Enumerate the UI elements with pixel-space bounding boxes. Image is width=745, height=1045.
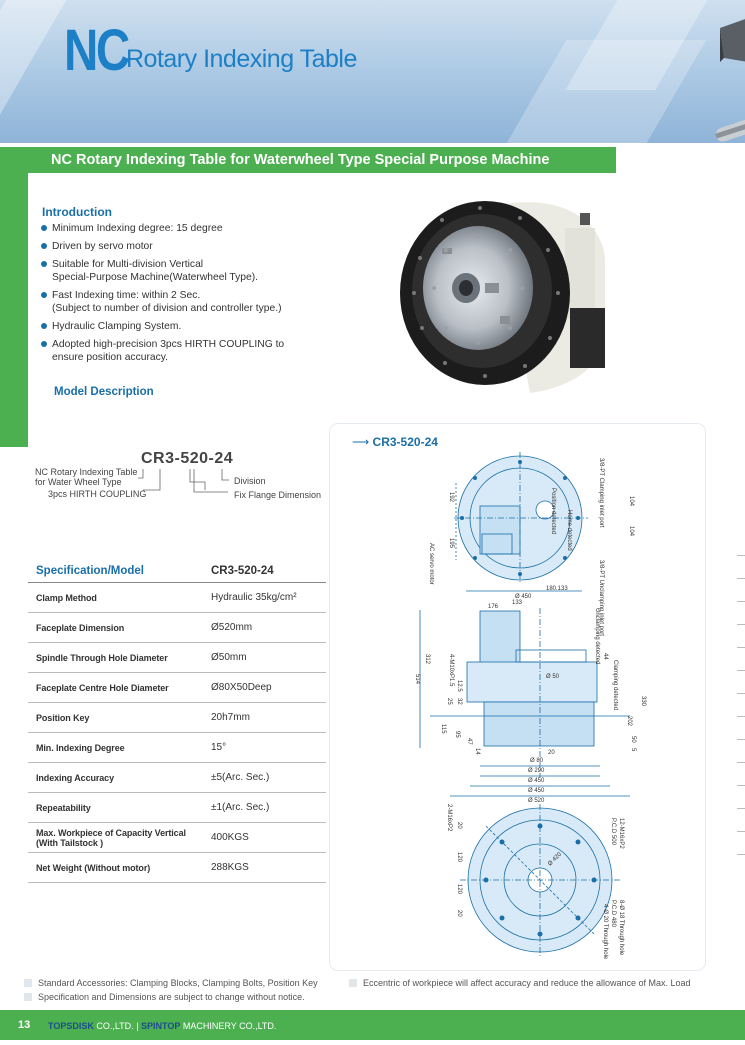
dim-label: Ø 450 [515, 594, 532, 600]
dim-label: 12-M16xP2 [618, 818, 624, 849]
dim-label: 20 [548, 750, 555, 756]
edge-tick [737, 831, 745, 832]
edge-tick [737, 555, 745, 556]
dim-label: 8-Ø 18 Through hole [618, 900, 624, 956]
dim-label: Unclamping detected [594, 608, 600, 665]
dim-label: 192 [448, 492, 454, 503]
table-header-row [28, 560, 326, 583]
list-item: Adopted high-precision 3pcs HIRTH COUPLING to ensure position accuracy. [40, 338, 340, 364]
edge-tick [737, 578, 745, 579]
model-label-coupling: 3pcs HIRTH COUPLING [48, 489, 147, 499]
technical-drawing [330, 448, 705, 970]
list-item: Fast Indexing time: within 2 Sec. (Subject to number of division and controller type.) [40, 289, 340, 315]
dim-label: Ø 80 [530, 758, 544, 764]
dim-label: Position detected [550, 488, 556, 535]
table-row: Position Key 20h7mm [28, 703, 326, 733]
edge-tick [737, 739, 745, 740]
dim-label: Ø 520 [528, 798, 545, 804]
dim-label: 47 [466, 738, 472, 745]
dim-label: 44 [602, 653, 608, 660]
dim-label: 180.133 [546, 586, 568, 592]
edge-tick [737, 762, 745, 763]
dim-label: Ø 50 [546, 674, 560, 680]
model-label-division: Division [234, 476, 266, 486]
list-item: Suitable for Multi-division Vertical Special-Purpose Machine(Waterwheel Type). [40, 258, 340, 284]
dim-label: 195 [448, 538, 454, 549]
dim-label: 2-M16xP2 [446, 804, 452, 832]
model-label-type: NC Rotary Indexing Table for Water Wheel Type [35, 467, 138, 487]
table-row: Net Weight (Without motor) 288KGS [28, 853, 326, 883]
page-footer [0, 1010, 745, 1040]
edge-tick [737, 785, 745, 786]
dim-label: 32 [456, 698, 462, 705]
dim-label: 50 [630, 736, 636, 743]
product-photo [400, 188, 615, 398]
dim-label: 3/8-PT Unclamping inlet port [598, 560, 604, 636]
spec-header-value: CR3-520-24 [211, 560, 326, 583]
table-row: Max. Workpiece of Capacity Vertical (With Tailstock ) 400KGS [28, 823, 326, 853]
table-row: Repeatability ±1(Arc. Sec.) [28, 793, 326, 823]
model-code: CR3-520-24 [141, 450, 234, 467]
dim-label: 115 [440, 724, 446, 734]
edge-tick [737, 854, 745, 855]
edge-tick [737, 601, 745, 602]
table-row: Faceplate Dimension Ø520mm [28, 613, 326, 643]
introduction-heading: Introduction [42, 205, 112, 219]
table-row: Clamp Method Hydraulic 35kg/cm² [28, 583, 326, 613]
company-names: TOPSDISK CO.,LTD. | SPINTOP MACHINERY CO.,LTD. [48, 1021, 277, 1031]
brand-nc: NC [64, 18, 128, 83]
edge-tick [737, 624, 745, 625]
list-item: Driven by servo motor [40, 240, 340, 253]
note-standard-accessories: Standard Accessories: Clamping Blocks, Clamping Bolts, Position Key [24, 978, 318, 988]
list-item: Minimum Indexing degree: 15 degree [40, 222, 340, 235]
dim-label: 120 [456, 852, 462, 863]
dim-label: P.C.D 480 [610, 900, 616, 927]
dim-label: 12.5 [456, 680, 462, 692]
dim-label: 330 [640, 696, 646, 707]
table-row: Spindle Through Hole Diameter Ø50mm [28, 643, 326, 673]
header-brand [64, 18, 357, 83]
edge-tick [737, 716, 745, 717]
dim-label: 3/8-PT Clamping inlet port [598, 458, 604, 528]
dim-label: 312 [424, 654, 430, 665]
header-machine-icon [690, 10, 745, 143]
dim-label: 120 [456, 884, 462, 895]
section-title-bar: NC Rotary Indexing Table for Waterwheel Type Special Purpose Machine [28, 147, 616, 173]
dim-label: 514 [414, 674, 420, 685]
note-eccentric: Eccentric of workpiece will affect accuracy and reduce the allowance of Max. Load [349, 978, 691, 988]
dim-label: Ø 450 [528, 778, 545, 784]
green-side-bar [0, 147, 28, 447]
brand-title: Rotary Indexing Table [126, 45, 357, 73]
table-row: Indexing Accuracy ±5(Arc. Sec.) [28, 763, 326, 793]
dim-label: 25 [446, 698, 452, 705]
dim-label: 5 [630, 748, 636, 752]
table-row: Faceplate Centre Hole Diameter Ø80X50Deep [28, 673, 326, 703]
dim-label: 4-M10xP1.5 [448, 654, 454, 687]
dim-label: Ø 290 [528, 768, 545, 774]
page-header [0, 0, 745, 143]
page-number: 13 [18, 1019, 31, 1031]
specification-table [28, 560, 326, 883]
dim-label: 14 [474, 748, 480, 755]
introduction-list [40, 222, 340, 369]
dim-label: 202 [626, 716, 632, 727]
model-description-heading: Model Description [54, 386, 154, 398]
dim-label: Ø 420 [547, 851, 563, 868]
dim-label: 104 [628, 526, 634, 537]
edge-tick [737, 693, 745, 694]
dim-label: 20 [456, 910, 462, 917]
edge-tick [737, 670, 745, 671]
dim-label: 95 [454, 731, 460, 738]
dim-label: 20 [456, 822, 462, 829]
dim-label: 4-Ø 20 Through hole [602, 904, 608, 960]
dim-label: 133 [512, 600, 523, 606]
note-specification-change: Specification and Dimensions are subject to change without notice. [24, 992, 305, 1002]
edge-tick [737, 647, 745, 648]
dim-label: 176 [488, 604, 499, 610]
dim-label: AC servo motor [428, 543, 434, 585]
spec-header-label: Specification/Model [28, 560, 211, 583]
drawing-title: ⟶ CR3-520-24 [352, 435, 438, 449]
dim-label: Ø 450 [528, 788, 545, 794]
dim-label: P.C.D 500 [610, 818, 616, 845]
list-item: Hydraulic Clamping System. [40, 320, 340, 333]
dim-label: Clamping detected [612, 660, 618, 711]
dim-label: 104 [628, 496, 634, 507]
model-label-flange: Fix Flange Dimension [234, 490, 322, 500]
dim-label: Home detected [566, 510, 572, 551]
table-row: Min. Indexing Degree 15° [28, 733, 326, 763]
edge-tick [737, 808, 745, 809]
